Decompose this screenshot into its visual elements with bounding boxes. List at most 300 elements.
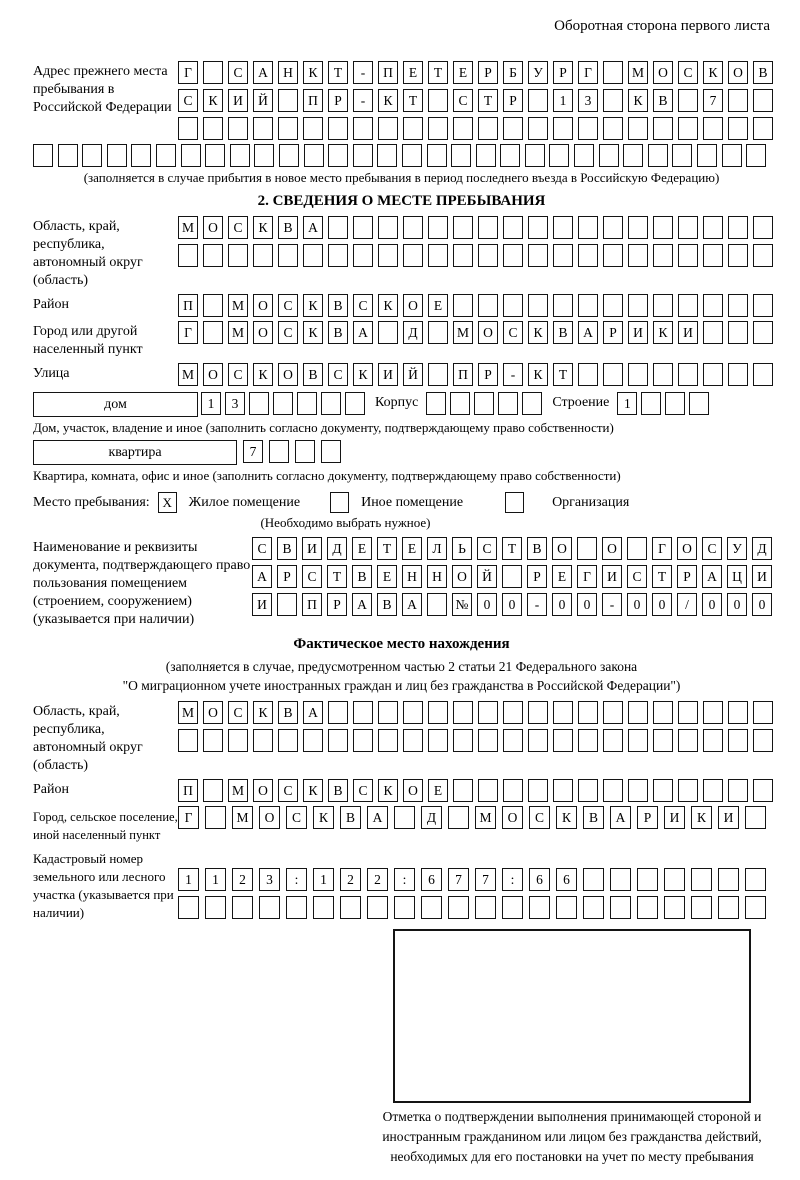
char-cell[interactable] [453, 294, 473, 317]
char-cell[interactable]: В [653, 89, 673, 112]
char-cell[interactable] [478, 294, 498, 317]
char-cell[interactable] [556, 896, 577, 919]
char-cell[interactable] [753, 363, 773, 386]
char-cell[interactable]: И [602, 565, 622, 588]
char-cell[interactable] [745, 806, 766, 829]
char-cell[interactable] [278, 244, 298, 267]
char-cell[interactable]: 1 [617, 392, 637, 415]
char-cell[interactable]: О [278, 363, 298, 386]
char-cell[interactable] [503, 701, 523, 724]
char-cell[interactable] [353, 701, 373, 724]
char-cell[interactable] [478, 701, 498, 724]
char-cell[interactable]: С [678, 61, 698, 84]
char-cell[interactable]: С [286, 806, 307, 829]
char-cell[interactable] [279, 144, 299, 167]
char-cell[interactable]: М [475, 806, 496, 829]
char-cell[interactable]: Ь [452, 537, 472, 560]
char-cell[interactable] [427, 593, 447, 616]
char-cell[interactable]: Д [421, 806, 442, 829]
char-cell[interactable]: О [677, 537, 697, 560]
char-cell[interactable] [553, 294, 573, 317]
char-cell[interactable]: К [528, 321, 548, 344]
char-cell[interactable]: А [702, 565, 722, 588]
char-cell[interactable]: О [203, 216, 223, 239]
char-cell[interactable]: К [353, 363, 373, 386]
char-cell[interactable]: В [753, 61, 773, 84]
char-cell[interactable] [500, 144, 520, 167]
char-cell[interactable] [603, 729, 623, 752]
char-cell[interactable]: 1 [313, 868, 334, 891]
char-cell[interactable]: И [752, 565, 772, 588]
char-cell[interactable]: В [328, 321, 348, 344]
char-cell[interactable]: Т [553, 363, 573, 386]
char-cell[interactable] [353, 216, 373, 239]
char-cell[interactable] [131, 144, 151, 167]
char-cell[interactable]: П [303, 89, 323, 112]
char-cell[interactable]: 0 [702, 593, 722, 616]
char-cell[interactable]: В [553, 321, 573, 344]
char-cell[interactable]: М [453, 321, 473, 344]
char-cell[interactable] [653, 363, 673, 386]
char-cell[interactable]: К [528, 363, 548, 386]
char-cell[interactable]: Л [427, 537, 447, 560]
char-cell[interactable] [678, 729, 698, 752]
char-cell[interactable] [753, 779, 773, 802]
char-cell[interactable] [718, 868, 739, 891]
char-cell[interactable]: М [228, 321, 248, 344]
char-cell[interactable] [313, 896, 334, 919]
char-cell[interactable]: А [253, 61, 273, 84]
char-cell[interactable] [286, 896, 307, 919]
char-cell[interactable] [378, 244, 398, 267]
char-cell[interactable]: С [278, 779, 298, 802]
char-cell[interactable]: 0 [502, 593, 522, 616]
char-cell[interactable] [273, 392, 293, 415]
char-cell[interactable] [603, 701, 623, 724]
char-cell[interactable]: Г [577, 565, 597, 588]
char-cell[interactable] [205, 896, 226, 919]
char-cell[interactable] [653, 779, 673, 802]
char-cell[interactable]: О [203, 701, 223, 724]
char-cell[interactable] [353, 117, 373, 140]
char-cell[interactable]: О [452, 565, 472, 588]
char-cell[interactable] [403, 244, 423, 267]
char-cell[interactable] [603, 294, 623, 317]
char-cell[interactable]: И [628, 321, 648, 344]
char-cell[interactable] [403, 729, 423, 752]
char-cell[interactable]: 0 [727, 593, 747, 616]
char-cell[interactable]: О [728, 61, 748, 84]
char-cell[interactable] [628, 294, 648, 317]
char-cell[interactable]: Р [327, 593, 347, 616]
char-cell[interactable]: М [228, 294, 248, 317]
char-cell[interactable]: К [203, 89, 223, 112]
char-cell[interactable] [203, 61, 223, 84]
char-cell[interactable]: К [628, 89, 648, 112]
char-cell[interactable] [703, 294, 723, 317]
char-cell[interactable]: С [503, 321, 523, 344]
char-cell[interactable] [577, 537, 597, 560]
char-cell[interactable] [453, 117, 473, 140]
char-cell[interactable]: К [703, 61, 723, 84]
char-cell[interactable] [728, 701, 748, 724]
char-cell[interactable] [502, 565, 522, 588]
char-cell[interactable] [378, 729, 398, 752]
char-cell[interactable] [178, 117, 198, 140]
char-cell[interactable]: И [664, 806, 685, 829]
char-cell[interactable] [328, 729, 348, 752]
char-cell[interactable]: - [353, 61, 373, 84]
char-cell[interactable]: Н [427, 565, 447, 588]
char-cell[interactable]: О [253, 294, 273, 317]
char-cell[interactable] [653, 701, 673, 724]
char-cell[interactable]: О [253, 779, 273, 802]
char-cell[interactable] [553, 779, 573, 802]
char-cell[interactable] [553, 216, 573, 239]
char-cell[interactable] [549, 144, 569, 167]
char-cell[interactable] [253, 117, 273, 140]
char-cell[interactable] [553, 701, 573, 724]
char-cell[interactable]: К [313, 806, 334, 829]
char-cell[interactable] [678, 244, 698, 267]
char-cell[interactable] [583, 896, 604, 919]
stay-option-other-checkbox[interactable] [330, 492, 349, 513]
char-cell[interactable] [230, 144, 250, 167]
char-cell[interactable]: Т [502, 537, 522, 560]
char-cell[interactable]: О [259, 806, 280, 829]
char-cell[interactable]: К [556, 806, 577, 829]
char-cell[interactable]: П [378, 61, 398, 84]
char-cell[interactable] [528, 89, 548, 112]
char-cell[interactable]: Й [253, 89, 273, 112]
char-cell[interactable] [653, 216, 673, 239]
char-cell[interactable] [703, 321, 723, 344]
char-cell[interactable]: М [178, 701, 198, 724]
char-cell[interactable]: С [228, 363, 248, 386]
char-cell[interactable] [653, 117, 673, 140]
char-cell[interactable]: Р [553, 61, 573, 84]
char-cell[interactable]: Е [428, 779, 448, 802]
char-cell[interactable] [578, 244, 598, 267]
char-cell[interactable] [478, 216, 498, 239]
char-cell[interactable] [421, 896, 442, 919]
char-cell[interactable] [321, 392, 341, 415]
char-cell[interactable]: Т [428, 61, 448, 84]
char-cell[interactable] [528, 244, 548, 267]
char-cell[interactable]: 7 [475, 868, 496, 891]
char-cell[interactable] [728, 363, 748, 386]
char-cell[interactable] [228, 117, 248, 140]
char-cell[interactable]: М [178, 363, 198, 386]
char-cell[interactable] [328, 244, 348, 267]
char-cell[interactable] [453, 244, 473, 267]
char-cell[interactable]: Й [403, 363, 423, 386]
char-cell[interactable] [478, 729, 498, 752]
char-cell[interactable]: 1 [553, 89, 573, 112]
char-cell[interactable]: 6 [529, 868, 550, 891]
char-cell[interactable] [203, 117, 223, 140]
char-cell[interactable]: С [278, 294, 298, 317]
char-cell[interactable]: С [228, 61, 248, 84]
char-cell[interactable]: С [477, 537, 497, 560]
char-cell[interactable] [378, 216, 398, 239]
char-cell[interactable] [703, 779, 723, 802]
char-cell[interactable]: - [527, 593, 547, 616]
char-cell[interactable] [475, 896, 496, 919]
char-cell[interactable]: Р [478, 61, 498, 84]
char-cell[interactable] [583, 868, 604, 891]
char-cell[interactable]: Г [178, 61, 198, 84]
char-cell[interactable] [58, 144, 78, 167]
char-cell[interactable] [427, 144, 447, 167]
char-cell[interactable] [249, 392, 269, 415]
char-cell[interactable] [428, 729, 448, 752]
char-cell[interactable] [453, 729, 473, 752]
char-cell[interactable] [753, 321, 773, 344]
char-cell[interactable]: П [453, 363, 473, 386]
char-cell[interactable] [428, 216, 448, 239]
char-cell[interactable]: В [583, 806, 604, 829]
char-cell[interactable] [691, 896, 712, 919]
char-cell[interactable] [578, 216, 598, 239]
char-cell[interactable]: 0 [652, 593, 672, 616]
char-cell[interactable] [502, 896, 523, 919]
char-cell[interactable] [610, 868, 631, 891]
char-cell[interactable] [753, 729, 773, 752]
char-cell[interactable]: С [453, 89, 473, 112]
char-cell[interactable]: В [328, 294, 348, 317]
char-cell[interactable]: М [178, 216, 198, 239]
char-cell[interactable]: И [378, 363, 398, 386]
char-cell[interactable] [718, 896, 739, 919]
char-cell[interactable] [353, 144, 373, 167]
char-cell[interactable] [528, 294, 548, 317]
char-cell[interactable] [525, 144, 545, 167]
char-cell[interactable]: Е [453, 61, 473, 84]
char-cell[interactable]: Н [402, 565, 422, 588]
char-cell[interactable] [303, 244, 323, 267]
char-cell[interactable]: - [353, 89, 373, 112]
char-cell[interactable]: В [277, 537, 297, 560]
char-cell[interactable] [328, 701, 348, 724]
char-cell[interactable] [664, 868, 685, 891]
char-cell[interactable] [678, 363, 698, 386]
char-cell[interactable] [259, 896, 280, 919]
char-cell[interactable] [603, 244, 623, 267]
char-cell[interactable]: : [502, 868, 523, 891]
char-cell[interactable] [450, 392, 470, 415]
char-cell[interactable]: Д [327, 537, 347, 560]
char-cell[interactable] [377, 144, 397, 167]
char-cell[interactable]: К [303, 779, 323, 802]
char-cell[interactable]: С [529, 806, 550, 829]
char-cell[interactable] [703, 363, 723, 386]
char-cell[interactable]: М [628, 61, 648, 84]
char-cell[interactable]: 7 [703, 89, 723, 112]
char-cell[interactable] [728, 117, 748, 140]
char-cell[interactable] [728, 294, 748, 317]
char-cell[interactable]: Е [552, 565, 572, 588]
char-cell[interactable] [753, 701, 773, 724]
char-cell[interactable] [528, 216, 548, 239]
char-cell[interactable] [451, 144, 471, 167]
char-cell[interactable]: К [253, 701, 273, 724]
char-cell[interactable]: Т [403, 89, 423, 112]
char-cell[interactable]: К [378, 89, 398, 112]
char-cell[interactable] [178, 244, 198, 267]
char-cell[interactable]: № [452, 593, 472, 616]
char-cell[interactable] [578, 779, 598, 802]
char-cell[interactable] [428, 701, 448, 724]
char-cell[interactable] [697, 144, 717, 167]
char-cell[interactable]: К [303, 294, 323, 317]
char-cell[interactable] [402, 144, 422, 167]
char-cell[interactable] [728, 89, 748, 112]
char-cell[interactable] [664, 896, 685, 919]
char-cell[interactable] [394, 896, 415, 919]
char-cell[interactable] [574, 144, 594, 167]
char-cell[interactable] [328, 216, 348, 239]
char-cell[interactable] [453, 701, 473, 724]
char-cell[interactable] [228, 244, 248, 267]
char-cell[interactable]: Р [478, 363, 498, 386]
char-cell[interactable] [678, 216, 698, 239]
char-cell[interactable] [678, 294, 698, 317]
char-cell[interactable]: 7 [243, 440, 263, 463]
char-cell[interactable] [478, 779, 498, 802]
char-cell[interactable] [394, 806, 415, 829]
char-cell[interactable] [340, 896, 361, 919]
char-cell[interactable] [599, 144, 619, 167]
char-cell[interactable] [426, 392, 446, 415]
char-cell[interactable]: И [228, 89, 248, 112]
char-cell[interactable]: Н [278, 61, 298, 84]
char-cell[interactable]: О [502, 806, 523, 829]
char-cell[interactable]: Е [403, 61, 423, 84]
char-cell[interactable]: С [702, 537, 722, 560]
char-cell[interactable] [529, 896, 550, 919]
char-cell[interactable] [181, 144, 201, 167]
char-cell[interactable] [178, 896, 199, 919]
char-cell[interactable] [603, 779, 623, 802]
char-cell[interactable] [367, 896, 388, 919]
char-cell[interactable] [678, 117, 698, 140]
char-cell[interactable]: Й [477, 565, 497, 588]
char-cell[interactable] [378, 321, 398, 344]
char-cell[interactable] [253, 244, 273, 267]
char-cell[interactable] [753, 117, 773, 140]
char-cell[interactable] [728, 216, 748, 239]
char-cell[interactable] [628, 117, 648, 140]
char-cell[interactable] [403, 701, 423, 724]
char-cell[interactable] [448, 806, 469, 829]
char-cell[interactable] [578, 701, 598, 724]
char-cell[interactable]: П [302, 593, 322, 616]
char-cell[interactable]: А [303, 216, 323, 239]
char-cell[interactable]: 0 [477, 593, 497, 616]
char-cell[interactable]: Р [603, 321, 623, 344]
char-cell[interactable]: В [340, 806, 361, 829]
char-cell[interactable] [203, 779, 223, 802]
char-cell[interactable]: - [602, 593, 622, 616]
char-cell[interactable]: 7 [448, 868, 469, 891]
char-cell[interactable] [205, 144, 225, 167]
char-cell[interactable] [203, 294, 223, 317]
char-cell[interactable]: И [302, 537, 322, 560]
char-cell[interactable]: Г [578, 61, 598, 84]
char-cell[interactable]: : [394, 868, 415, 891]
char-cell[interactable] [746, 144, 766, 167]
char-cell[interactable]: Е [377, 565, 397, 588]
char-cell[interactable]: У [528, 61, 548, 84]
char-cell[interactable] [628, 216, 648, 239]
char-cell[interactable] [33, 144, 53, 167]
char-cell[interactable] [205, 806, 226, 829]
char-cell[interactable]: Е [428, 294, 448, 317]
char-cell[interactable] [203, 321, 223, 344]
char-cell[interactable]: В [527, 537, 547, 560]
char-cell[interactable]: К [691, 806, 712, 829]
char-cell[interactable]: С [353, 779, 373, 802]
char-cell[interactable]: 2 [367, 868, 388, 891]
char-cell[interactable]: С [252, 537, 272, 560]
char-cell[interactable] [228, 729, 248, 752]
char-cell[interactable] [297, 392, 317, 415]
char-cell[interactable]: К [303, 321, 323, 344]
char-cell[interactable]: Т [652, 565, 672, 588]
char-cell[interactable] [303, 729, 323, 752]
char-cell[interactable]: О [552, 537, 572, 560]
char-cell[interactable]: О [253, 321, 273, 344]
char-cell[interactable]: А [610, 806, 631, 829]
char-cell[interactable]: 2 [340, 868, 361, 891]
char-cell[interactable] [553, 729, 573, 752]
char-cell[interactable]: Г [652, 537, 672, 560]
char-cell[interactable] [623, 144, 643, 167]
char-cell[interactable] [269, 440, 289, 463]
char-cell[interactable]: 1 [178, 868, 199, 891]
char-cell[interactable]: С [627, 565, 647, 588]
char-cell[interactable]: В [352, 565, 372, 588]
char-cell[interactable]: О [203, 363, 223, 386]
char-cell[interactable] [328, 144, 348, 167]
char-cell[interactable] [627, 537, 647, 560]
char-cell[interactable] [353, 244, 373, 267]
char-cell[interactable] [178, 729, 198, 752]
char-cell[interactable]: Р [328, 89, 348, 112]
char-cell[interactable] [691, 868, 712, 891]
char-cell[interactable]: Р [637, 806, 658, 829]
char-cell[interactable]: С [302, 565, 322, 588]
char-cell[interactable]: И [252, 593, 272, 616]
char-cell[interactable] [628, 363, 648, 386]
char-cell[interactable] [278, 117, 298, 140]
char-cell[interactable] [665, 392, 685, 415]
char-cell[interactable] [703, 216, 723, 239]
char-cell[interactable] [745, 868, 766, 891]
char-cell[interactable]: А [303, 701, 323, 724]
char-cell[interactable]: А [402, 593, 422, 616]
char-cell[interactable]: Е [402, 537, 422, 560]
char-cell[interactable] [603, 89, 623, 112]
char-cell[interactable]: В [278, 701, 298, 724]
char-cell[interactable]: 3 [578, 89, 598, 112]
char-cell[interactable]: 6 [556, 868, 577, 891]
char-cell[interactable] [428, 363, 448, 386]
char-cell[interactable] [678, 701, 698, 724]
char-cell[interactable] [278, 729, 298, 752]
char-cell[interactable]: 6 [421, 868, 442, 891]
